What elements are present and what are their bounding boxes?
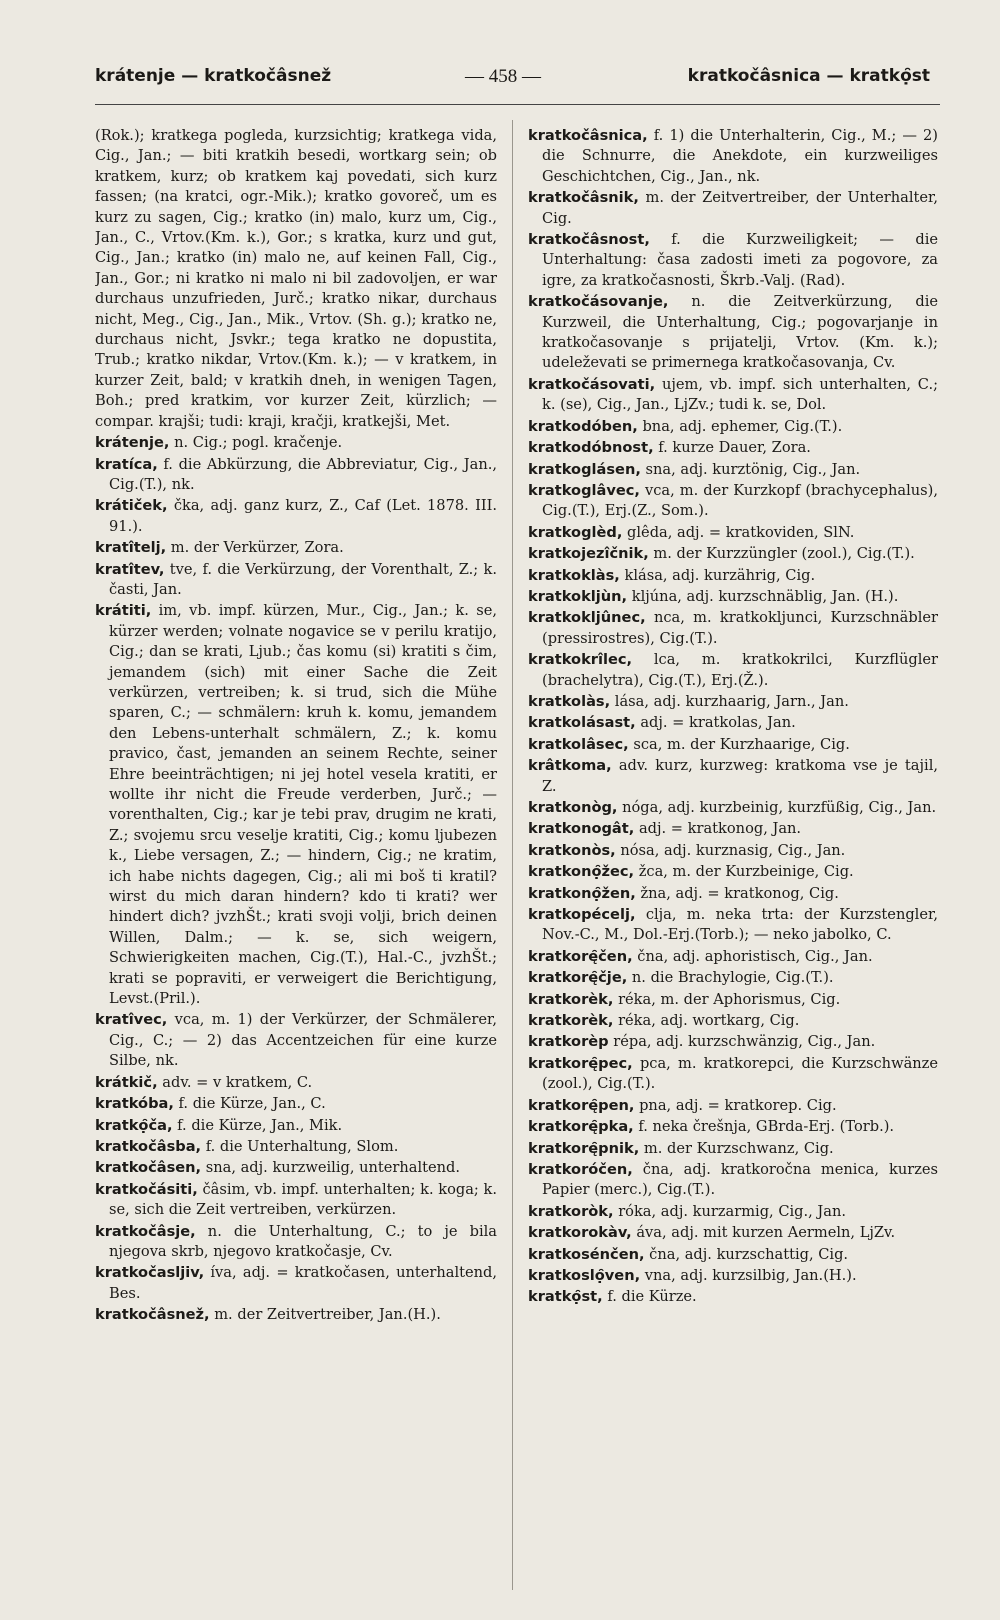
- entry-headword: kratkočâsje,: [95, 1222, 196, 1240]
- entry-definition: m. der Zeitvertreiber, Jan.(H.).: [214, 1306, 441, 1324]
- entry-headword: kratkočâsba,: [95, 1137, 202, 1155]
- entry-definition: im, vb. impf. kürzen, Mur., Cig., Jan.; k. se, kürzer werden; volnate nogavice se v perilu kratijo, Cig.; dan se krati, Ljub.; čas komu (si) kratiti s čim, jemandem (sich) mit einer Sache die Zeit verkürzen, vertreiben; k. si trud, sich die Mühe sparen, C.; — schmälern: kruh k. komu, jemandem den Lebens-unterhalt schmälern, Z.; k. komu pravico, čast, jemanden an seinem Rechte, seiner Ehre beeinträchtigen; ni jej hotel vesela kratiti, er wollte ihr nicht die Freude verderben, Jurč.; — vorenthalten, Cig.; kar je tebi prav, drugim ne krati, Z.; svojemu srcu veselje kratiti, Cig.; komu ljubezen k., Liebe versagen, Z.; — hindern, Cig.; ne kratim, ich habe nichts dagegen, Cig.; ali mi boš ti kratil? wirst du mich daran hindern? kdo ti krati? wer hindert dich? jvzhŠt.; krati svoji volji, brich deinen Willen, Dalm.; — k. se, sich weigern, Schwierigkeiten machen, Cig.(T.), Hal.-C., jvzhŠt.; krati se popraviti, er verweigert die Berichtigung, Levst.(Pril.).: [109, 602, 497, 1008]
- entry-definition: nóga, adj. kurzbeinig, kurzfüßig, Cig., Jan.: [622, 799, 937, 816]
- dictionary-entry: [528, 1287, 938, 1307]
- entry-headword: krátiček,: [95, 497, 168, 515]
- dictionary-entry: [528, 968, 938, 988]
- entry-headword: kratkorę̑pec,: [528, 1054, 633, 1072]
- dictionary-entry: [528, 481, 938, 522]
- dictionary-entry: [528, 1054, 938, 1095]
- dictionary-entry: [528, 1011, 938, 1031]
- dictionary-entry: [528, 650, 938, 691]
- dictionary-entry: [95, 1222, 497, 1263]
- entry-definition: adj. = kratkonog, Jan.: [638, 820, 802, 838]
- entry-headword: kratkolàs,: [528, 692, 611, 710]
- entry-headword: kratkojezîčnik,: [528, 545, 649, 563]
- entry-definition: sca, m. der Kurzhaarige, Cig.: [633, 735, 850, 753]
- entry-headword: krátenje,: [95, 434, 170, 452]
- entry-headword: kratîtelj,: [95, 539, 167, 557]
- dictionary-entry: [528, 990, 938, 1010]
- entry-definition: čâsim, vb. impf. unterhalten; k. koga; k. se, sich die Zeit vertreiben, verkürzen.: [109, 1180, 497, 1219]
- entry-definition: áva, adj. mit kurzen Aermeln, LjZv.: [636, 1224, 896, 1242]
- dictionary-entry: [95, 1094, 497, 1114]
- dictionary-entry: [528, 417, 938, 437]
- entry-headword: kratkorèp: [528, 1033, 609, 1051]
- dictionary-entry: [528, 460, 938, 480]
- dictionary-entry: [528, 544, 938, 564]
- entry-definition: f. neka črešnja, GBrda-Erj. (Torb.).: [638, 1118, 895, 1136]
- dictionary-entry: [528, 713, 938, 733]
- entry-headword: krátiti,: [95, 602, 152, 620]
- entry-definition: f. die Abkürzung, die Abbreviatur, Cig., Jan., Cig.(T.), nk.: [109, 455, 497, 493]
- entry-definition: glêda, adj. = kratkoviden, SlN.: [627, 523, 855, 541]
- dictionary-entry: [528, 1266, 938, 1286]
- dictionary-entry: [95, 126, 497, 432]
- dictionary-entry: [528, 947, 938, 967]
- dictionary-entry: [528, 692, 938, 712]
- dictionary-entry: [528, 841, 938, 861]
- entry-definition: čka, adj. ganz kurz, Z., Caf (Let. 1878. III. 91.).: [109, 497, 497, 535]
- entry-headword: kratkorę̑pnik,: [528, 1139, 640, 1157]
- entry-headword: kratkosénčen,: [528, 1245, 645, 1263]
- entry-headword: kratkorèk,: [528, 990, 614, 1008]
- entry-definition: žna, adj. = kratkonog, Cig.: [640, 884, 839, 902]
- entry-headword: kratkodóbnost,: [528, 439, 654, 457]
- dictionary-entry: [528, 1032, 938, 1052]
- entry-definition: nca, m. kratkokljunci, Kurzschnäbler (pressirostres), Cig.(T.).: [542, 609, 938, 647]
- dictionary-entry: [95, 1137, 497, 1157]
- entry-definition: ujem, vb. impf. sich unterhalten, C.; k. (se), Cig., Jan., LjZv.; tudi k. se, Dol.: [542, 375, 938, 414]
- entry-headword: kratkočásiti,: [95, 1180, 198, 1198]
- entry-headword: kratkolásast,: [528, 714, 636, 732]
- entry-definition: adv. = v kratkem, C.: [162, 1073, 313, 1091]
- entry-definition: kljúna, adj. kurzschnäblig, Jan. (H.).: [631, 587, 899, 605]
- entry-definition: f. die Kürze, Jan., C.: [178, 1095, 326, 1113]
- entry-definition: réka, m. der Aphorismus, Cig.: [618, 990, 841, 1008]
- entry-definition: bna, adj. ephemer, Cig.(T.).: [642, 417, 843, 435]
- entry-headword: kratkonogât,: [528, 820, 635, 838]
- dictionary-entry: [528, 798, 938, 818]
- dictionary-entry: [528, 884, 938, 904]
- entry-definition: nósa, adj. kurznasig, Cig., Jan.: [620, 841, 846, 859]
- entry-definition: sna, adj. kurztönig, Cig., Jan.: [645, 460, 861, 478]
- entry-definition: n. die Zeitverkürzung, die Kurzweil, die Unterhaltung, Cig.; pogovarjanje in kratkočasovanje s prijatelji, Vrtov. (Km. k.); udeleževati se primernega kratkočasovanja, Cv.: [542, 293, 938, 372]
- dictionary-entry: [95, 1010, 497, 1071]
- dictionary-entry: [95, 1073, 497, 1093]
- entry-definition: žca, m. der Kurzbeinige, Cig.: [638, 863, 854, 881]
- dictionary-entry: [95, 1305, 497, 1325]
- entry-definition: m. der Zeitvertreiber, der Unterhalter, Cig.: [542, 189, 938, 227]
- entry-headword: kratkočâsnež,: [95, 1306, 210, 1324]
- entry-definition: čna, adj. aphoristisch, Cig., Jan.: [637, 947, 873, 965]
- entry-headword: kratkorę̑čje,: [528, 969, 628, 987]
- entry-definition: f. die Unterhaltung, Slom.: [205, 1137, 399, 1155]
- entry-definition: sna, adj. kurzweilig, unterhaltend.: [205, 1159, 461, 1177]
- entry-headword: krátkič,: [95, 1073, 158, 1091]
- entry-headword: kratkóba,: [95, 1095, 174, 1113]
- right-column: [528, 126, 938, 1590]
- dictionary-entry: [528, 523, 938, 543]
- entry-definition: róka, adj. kurzarmig, Cig., Jan.: [618, 1202, 847, 1220]
- dictionary-entry: [528, 1245, 938, 1265]
- entry-headword: kratkorokàv,: [528, 1224, 632, 1242]
- dictionary-entry: [95, 560, 497, 601]
- entry-definition: (Rok.); kratkega pogleda, kurzsichtig; kratkega vida, Cig., Jan.; — biti kratkih besedi, wortkarg sein; ob kratkem, kurz; ob kratkem kaj povedati, sich kurz fassen; (na kratci, ogr.-Mik.); kratko govoreč, um es kurz zu sagen, Cig.; kratko (in) malo, kurz um, Cig., Jan., C., Vrtov.(Km. k.), Gor.; s kratka, kurz und gut, Cig., Jan.; kratko (in) malo ne, auf keinen Fall, Cig., Jan., Gor.; ni kratko ni malo ni bil zadovoljen, er war durchaus unzufrieden, Jurč.; kratko nikar, durchaus nicht, Meg., Cig., Jan., Mik., Vrtov. (Sh. g.); kratko ne, durchaus nicht, Jsvkr.; tega kratko ne dopustita, Trub.; kratko nikdar, Vrtov.(Km. k.); — v kratkem, in kurzer Zeit, bald; v kratkih dneh, in wenigen Tagen, Boh.; pred kratkim, vor kurzer Zeit, kürzlich; — compar. krajši; tudi: kraji, kračji, kratkejši, Met.: [95, 127, 497, 430]
- entry-headword: kratkonòs,: [528, 841, 616, 859]
- dictionary-entry: [528, 756, 938, 797]
- dictionary-entry: [95, 601, 497, 1009]
- entry-headword: kratkokrîlec,: [528, 651, 633, 669]
- entry-headword: krâtkoma,: [528, 757, 612, 775]
- entry-definition: n. die Unterhaltung, C.; to je bila njegova skrb, njegovo kratkočasje, Cv.: [109, 1222, 497, 1260]
- dictionary-entry: [95, 455, 497, 496]
- entry-headword: kratkočasljiv,: [95, 1264, 205, 1282]
- dictionary-entry: [528, 862, 938, 882]
- entry-headword: kratkoróčen,: [528, 1160, 633, 1178]
- entry-headword: kratkočásovati,: [528, 375, 656, 393]
- entry-headword: kratkonòg,: [528, 799, 618, 816]
- page-number: — 458 —: [465, 66, 541, 87]
- dictionary-entry: [528, 1160, 938, 1201]
- dictionary-entry: [528, 1117, 938, 1137]
- entry-headword: kratkorę̑čen,: [528, 947, 633, 965]
- entry-headword: kratkoglâvec,: [528, 481, 640, 499]
- left-column: [95, 126, 497, 1590]
- entry-headword: kratkoglásen,: [528, 460, 641, 478]
- entry-headword: kratkorę̑pka,: [528, 1118, 634, 1136]
- entry-headword: kratîvec,: [95, 1011, 168, 1029]
- entry-headword: kratkọ̑ča,: [95, 1116, 173, 1134]
- dictionary-entry: [95, 1158, 497, 1178]
- dictionary-entry: [528, 1096, 938, 1116]
- entry-definition: vca, m. der Kurzkopf (brachycephalus), Cig.(T.), Erj.(Z., Som.).: [542, 481, 938, 520]
- entry-definition: pna, adj. = kratkorep. Cig.: [639, 1096, 837, 1114]
- dictionary-entry: [528, 126, 938, 187]
- dictionary-entry: [95, 496, 497, 537]
- dictionary-entry: [528, 819, 938, 839]
- entry-definition: čna, adj. kurzschattig, Cig.: [649, 1245, 849, 1263]
- entry-definition: répa, adj. kurzschwänzig, Cig., Jan.: [613, 1033, 876, 1051]
- dictionary-entry: [528, 230, 938, 291]
- entry-headword: kratkoglèd,: [528, 523, 623, 541]
- entry-headword: kratkokljùn,: [528, 587, 628, 605]
- entry-definition: lca, m. kratkokrilci, Kurzflügler (brachelytra), Cig.(T.), Erj.(Ž.).: [542, 651, 938, 689]
- entry-headword: kratkọ̑st,: [528, 1288, 603, 1306]
- entry-definition: vna, adj. kurzsilbig, Jan.(H.).: [644, 1266, 857, 1284]
- dictionary-entry: [528, 438, 938, 458]
- dictionary-entry: [528, 1139, 938, 1159]
- entry-definition: adj. = kratkolas, Jan.: [640, 714, 796, 732]
- entry-definition: íva, adj. = kratkočasen, unterhaltend, Bes.: [109, 1264, 497, 1302]
- dictionary-entry: [528, 566, 938, 586]
- entry-definition: pca, m. kratkorepci, die Kurzschwänze (zool.), Cig.(T.).: [542, 1054, 938, 1093]
- entry-headword: kratkokljûnec,: [528, 609, 646, 627]
- dictionary-entry: [95, 1180, 497, 1221]
- entry-headword: kratkorèk,: [528, 1012, 614, 1030]
- entry-headword: kratkoròk,: [528, 1202, 614, 1220]
- entry-headword: kratkočâsen,: [95, 1159, 202, 1177]
- header-rule: [95, 104, 940, 105]
- dictionary-entry: [528, 375, 938, 416]
- dictionary-entry: [528, 735, 938, 755]
- entry-definition: adv. kurz, kurzweg: kratkoma vse je tajil, Z.: [542, 757, 938, 795]
- header-left-guideword: krátenje — kratkočâsnež: [95, 66, 332, 86]
- entry-definition: tve, f. die Verkürzung, der Vorenthalt, Z.; k. časti, Jan.: [109, 560, 497, 598]
- dictionary-entry: [528, 292, 938, 374]
- entry-definition: f. kurze Dauer, Zora.: [658, 439, 811, 457]
- entry-headword: kratkopécelj,: [528, 906, 636, 924]
- entry-headword: kratkonọ̑žen,: [528, 884, 636, 902]
- entry-definition: n. Cig.; pogl. kračenje.: [174, 434, 343, 452]
- entry-headword: kratkočâsnost,: [528, 231, 650, 249]
- dictionary-entry: [528, 1223, 938, 1243]
- entry-headword: kratkoslọ̑ven,: [528, 1266, 641, 1284]
- dictionary-entry: [528, 188, 938, 229]
- entry-headword: kratîtev,: [95, 560, 165, 578]
- dictionary-entry: [95, 433, 497, 453]
- entry-definition: f. die Kürze.: [607, 1288, 697, 1306]
- entry-headword: kratkočâsnik,: [528, 189, 639, 207]
- entry-definition: čna, adj. kratkoročna menica, kurzes Papier (merc.), Cig.(T.).: [542, 1160, 938, 1199]
- dictionary-entry: [528, 1202, 938, 1222]
- entry-headword: kratkorę̑pen,: [528, 1096, 635, 1114]
- entry-definition: klása, adj. kurzährig, Cig.: [624, 566, 816, 584]
- entry-definition: f. die Kürze, Jan., Mik.: [177, 1116, 343, 1134]
- entry-definition: vca, m. 1) der Verkürzer, der Schmälerer, Cig., C.; — 2) das Accentzeichen für eine kurze Silbe, nk.: [109, 1011, 497, 1070]
- dictionary-entry: [95, 538, 497, 558]
- dictionary-entry: [95, 1116, 497, 1136]
- entry-headword: kratkočâsnica,: [528, 127, 648, 144]
- entry-definition: m. der Kurzzüngler (zool.), Cig.(T.).: [653, 545, 915, 563]
- entry-definition: f. 1) die Unterhalterin, Cig., M.; — 2) die Schnurre, die Anekdote, ein kurzweiliges Geschichtchen, Cig., Jan., nk.: [542, 127, 938, 185]
- entry-definition: f. die Kurzweiligkeit; — die Unterhaltung: časa zadosti imeti za pogovore, za igre, za kratkočasnosti, Škrb.-Valj. (Rad).: [542, 231, 938, 289]
- page-header: [95, 66, 930, 96]
- entry-definition: réka, adj. wortkarg, Cig.: [618, 1012, 800, 1030]
- entry-definition: clja, m. neka trta: der Kurzstengler, Nov.-C., M., Dol.-Erj.(Torb.); — neko jabolko, C.: [542, 906, 938, 944]
- dictionary-entry: [95, 1263, 497, 1304]
- entry-headword: kratkonọ̑žec,: [528, 863, 635, 881]
- entry-definition: m. der Kurzschwanz, Cig.: [643, 1139, 834, 1157]
- column-divider: [512, 120, 513, 1590]
- entry-headword: kratkolâsec,: [528, 735, 629, 753]
- dictionary-entry: [528, 905, 938, 946]
- entry-headword: kratkodóben,: [528, 417, 638, 435]
- entry-headword: kratíca,: [95, 455, 158, 473]
- entry-headword: kratkočásovanje,: [528, 293, 669, 311]
- dictionary-entry: [528, 608, 938, 649]
- entry-definition: m. der Verkürzer, Zora.: [170, 539, 344, 557]
- entry-definition: n. die Brachylogie, Cig.(T.).: [631, 969, 834, 987]
- entry-definition: lása, adj. kurzhaarig, Jarn., Jan.: [614, 692, 849, 710]
- dictionary-entry: [528, 587, 938, 607]
- entry-headword: kratkoklàs,: [528, 566, 620, 584]
- header-right-guideword: kratkočâsnica — kratkọ̑st: [687, 66, 930, 86]
